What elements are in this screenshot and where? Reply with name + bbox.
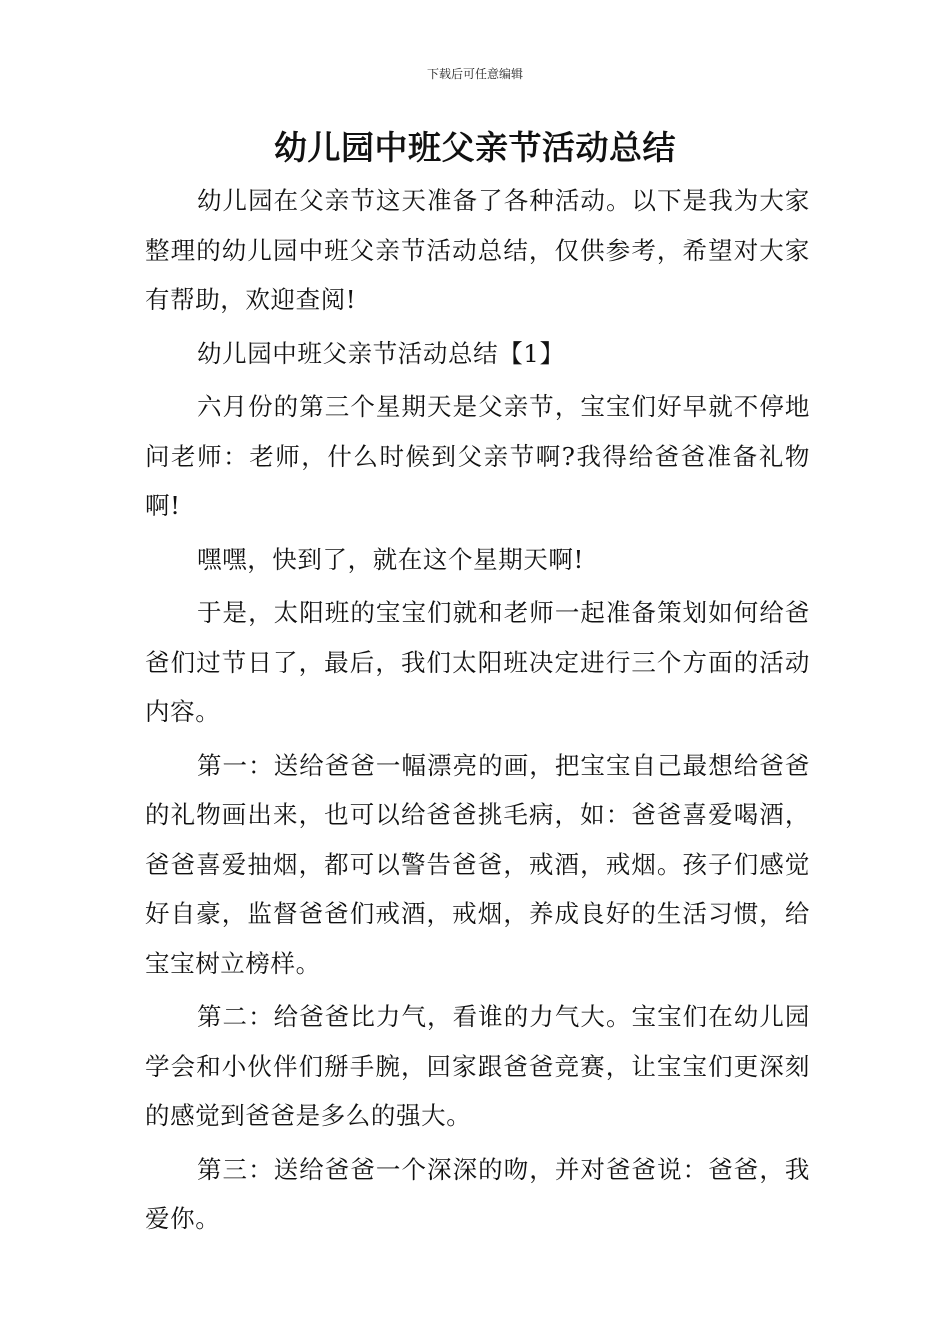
paragraph: 第三：送给爸爸一个深深的吻，并对爸爸说：爸爸，我爱你。 [145,1154,810,1233]
document-body [145,176,810,1248]
document-title: 幼儿园中班父亲节活动总结 [274,128,676,167]
paragraph: 第二：给爸爸比力气，看谁的力气大。宝宝们在幼儿园学会和小伙伴们掰手腕，回家跟爸爸竞赛，让宝宝们更深刻的感觉到爸爸是多么的强大。 [145,1002,810,1130]
paragraph: 嘿嘿，快到了，就在这个星期天啊! [197,544,584,574]
header-note: 下载后可任意编辑 [426,67,523,81]
paragraph: 第一：送给爸爸一幅漂亮的画，把宝宝自己最想给爸爸的礼物画出来，也可以给爸爸挑毛病，如：爸爸喜爱喝酒，爸爸喜爱抽烟，都可以警告爸爸，戒酒，戒烟。孩子们感觉好自豪，监督爸爸们戒酒，戒烟，养成良好的生活习惯，给宝宝树立榜样。 [145,750,810,978]
paragraph-intro: 幼儿园在父亲节这天准备了各种活动。以下是我为大家整理的幼儿园中班父亲节活动总结，仅供参考，希望对大家有帮助，欢迎查阅! [145,186,810,314]
paragraph: 六月份的第三个星期天是父亲节，宝宝们好早就不停地问老师：老师，什么时候到父亲节啊?我得给爸爸准备礼物啊! [145,392,810,520]
paragraph: 于是，太阳班的宝宝们就和老师一起准备策划如何给爸爸们过节日了，最后，我们太阳班决定进行三个方面的活动内容。 [145,598,810,726]
section-heading: 幼儿园中班父亲节活动总结【1】 [197,338,565,368]
